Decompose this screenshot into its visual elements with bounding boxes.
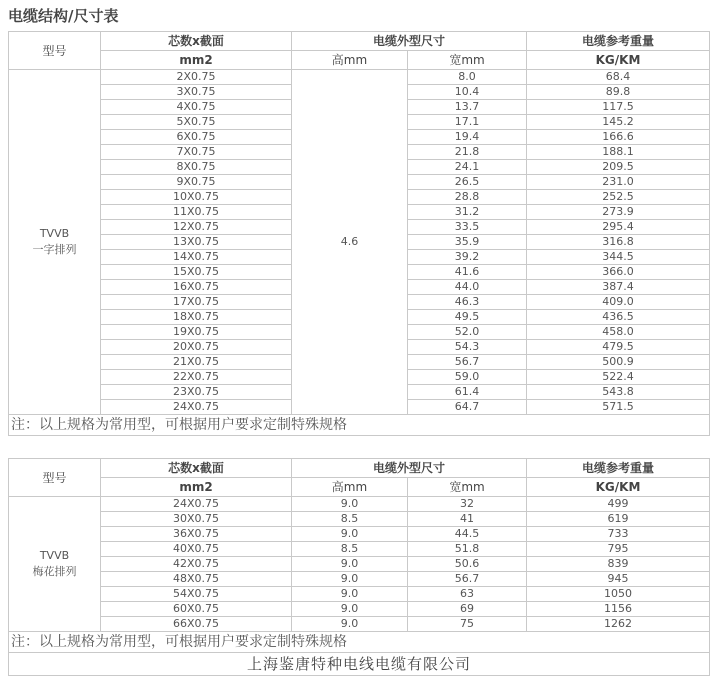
table-row — [9, 497, 710, 512]
spec-cell: 3X0.75 — [101, 85, 292, 100]
spec-cell: 48X0.75 — [101, 572, 292, 587]
width-cell: 28.8 — [408, 190, 527, 205]
header-width: 宽mm — [408, 51, 527, 70]
width-cell: 24.1 — [408, 160, 527, 175]
weight-cell: 522.4 — [527, 370, 710, 385]
company-row — [9, 653, 710, 676]
weight-cell: 316.8 — [527, 235, 710, 250]
width-cell: 64.7 — [408, 400, 527, 415]
width-cell: 44.0 — [408, 280, 527, 295]
width-cell: 59.0 — [408, 370, 527, 385]
model-code: TVVB — [39, 549, 70, 562]
width-cell: 61.4 — [408, 385, 527, 400]
spec-cell: 13X0.75 — [101, 235, 292, 250]
width-cell: 39.2 — [408, 250, 527, 265]
header-cores-unit: mm2 — [101, 478, 292, 497]
spec-cell: 10X0.75 — [101, 190, 292, 205]
weight-cell: 1050 — [527, 587, 710, 602]
width-cell: 32 — [408, 497, 527, 512]
width-cell: 69 — [408, 602, 527, 617]
note-row — [9, 632, 710, 653]
header-outer-size: 电缆外型尺寸 — [292, 32, 527, 51]
spec-cell: 20X0.75 — [101, 340, 292, 355]
weight-cell: 295.4 — [527, 220, 710, 235]
spec-cell: 4X0.75 — [101, 100, 292, 115]
spec-cell: 17X0.75 — [101, 295, 292, 310]
weight-cell: 499 — [527, 497, 710, 512]
header-model: 型号 — [9, 459, 101, 497]
header-weight: 电缆参考重量 — [527, 459, 710, 478]
model-cell — [9, 497, 101, 632]
weight-cell: 436.5 — [527, 310, 710, 325]
spec-cell: 8X0.75 — [101, 160, 292, 175]
cable-spec-table-plum — [8, 458, 710, 676]
spec-cell: 11X0.75 — [101, 205, 292, 220]
header-weight-unit: KG/KM — [527, 478, 710, 497]
width-cell: 51.8 — [408, 542, 527, 557]
table-row — [9, 542, 710, 557]
height-cell: 9.0 — [292, 572, 408, 587]
spec-cell: 24X0.75 — [101, 497, 292, 512]
table-row — [9, 587, 710, 602]
height-cell: 9.0 — [292, 587, 408, 602]
header-cores: 芯数x截面 — [101, 32, 292, 51]
header-model: 型号 — [9, 32, 101, 70]
note-row — [9, 415, 710, 436]
width-cell: 50.6 — [408, 557, 527, 572]
spec-cell: 14X0.75 — [101, 250, 292, 265]
spec-cell: 22X0.75 — [101, 370, 292, 385]
spec-cell: 66X0.75 — [101, 617, 292, 632]
model-cell — [9, 70, 101, 415]
weight-cell: 344.5 — [527, 250, 710, 265]
weight-cell: 166.6 — [527, 130, 710, 145]
height-cell: 4.6 — [292, 70, 408, 415]
width-cell: 49.5 — [408, 310, 527, 325]
model-description: 一字排列 — [32, 243, 77, 256]
header-height: 高mm — [292, 478, 408, 497]
header-weight-unit: KG/KM — [527, 51, 710, 70]
spec-cell: 54X0.75 — [101, 587, 292, 602]
header-subrow — [9, 478, 710, 497]
header-cores-unit: mm2 — [101, 51, 292, 70]
width-cell: 31.2 — [408, 205, 527, 220]
header-row — [9, 459, 710, 478]
weight-cell: 209.5 — [527, 160, 710, 175]
spec-cell: 36X0.75 — [101, 527, 292, 542]
page-title: 电缆结构/尺寸表 — [8, 7, 119, 25]
spec-cell: 42X0.75 — [101, 557, 292, 572]
height-cell: 9.0 — [292, 602, 408, 617]
spec-cell: 7X0.75 — [101, 145, 292, 160]
header-weight: 电缆参考重量 — [527, 32, 710, 51]
weight-cell: 733 — [527, 527, 710, 542]
height-cell: 9.0 — [292, 557, 408, 572]
spec-cell: 30X0.75 — [101, 512, 292, 527]
header-width: 宽mm — [408, 478, 527, 497]
table-body — [9, 459, 710, 676]
weight-cell: 479.5 — [527, 340, 710, 355]
width-cell: 44.5 — [408, 527, 527, 542]
weight-cell: 795 — [527, 542, 710, 557]
spec-cell: 5X0.75 — [101, 115, 292, 130]
table-body — [9, 32, 710, 436]
spec-cell: 21X0.75 — [101, 355, 292, 370]
spec-cell: 60X0.75 — [101, 602, 292, 617]
note-text: 注：以上规格为常用型，可根据用户要求定制特殊规格 — [9, 632, 710, 653]
table-row — [9, 557, 710, 572]
table-row — [9, 70, 710, 85]
weight-cell: 571.5 — [527, 400, 710, 415]
width-cell: 56.7 — [408, 355, 527, 370]
width-cell: 41 — [408, 512, 527, 527]
header-row — [9, 32, 710, 51]
table-row — [9, 602, 710, 617]
spec-cell: 19X0.75 — [101, 325, 292, 340]
weight-cell: 68.4 — [527, 70, 710, 85]
width-cell: 13.7 — [408, 100, 527, 115]
spec-cell: 15X0.75 — [101, 265, 292, 280]
weight-cell: 89.8 — [527, 85, 710, 100]
weight-cell: 409.0 — [527, 295, 710, 310]
height-cell: 8.5 — [292, 542, 408, 557]
width-cell: 26.5 — [408, 175, 527, 190]
header-cores: 芯数x截面 — [101, 459, 292, 478]
weight-cell: 1262 — [527, 617, 710, 632]
width-cell: 63 — [408, 587, 527, 602]
width-cell: 52.0 — [408, 325, 527, 340]
weight-cell: 1156 — [527, 602, 710, 617]
width-cell: 75 — [408, 617, 527, 632]
weight-cell: 117.5 — [527, 100, 710, 115]
spec-cell: 2X0.75 — [101, 70, 292, 85]
cable-spec-table-flat — [8, 31, 710, 436]
width-cell: 10.4 — [408, 85, 527, 100]
width-cell: 17.1 — [408, 115, 527, 130]
width-cell: 41.6 — [408, 265, 527, 280]
width-cell: 54.3 — [408, 340, 527, 355]
table-row — [9, 512, 710, 527]
table-row — [9, 527, 710, 542]
width-cell: 35.9 — [408, 235, 527, 250]
header-outer-size: 电缆外型尺寸 — [292, 459, 527, 478]
spec-cell: 24X0.75 — [101, 400, 292, 415]
spec-cell: 40X0.75 — [101, 542, 292, 557]
note-text: 注：以上规格为常用型，可根据用户要求定制特殊规格 — [9, 415, 710, 436]
weight-cell: 366.0 — [527, 265, 710, 280]
weight-cell: 458.0 — [527, 325, 710, 340]
width-cell: 8.0 — [408, 70, 527, 85]
weight-cell: 273.9 — [527, 205, 710, 220]
spec-cell: 6X0.75 — [101, 130, 292, 145]
spec-cell: 16X0.75 — [101, 280, 292, 295]
height-cell: 9.0 — [292, 617, 408, 632]
weight-cell: 252.5 — [527, 190, 710, 205]
height-cell: 9.0 — [292, 497, 408, 512]
table-row — [9, 617, 710, 632]
header-subrow — [9, 51, 710, 70]
table-row — [9, 572, 710, 587]
weight-cell: 188.1 — [527, 145, 710, 160]
model-description: 梅花排列 — [32, 565, 77, 578]
weight-cell: 839 — [527, 557, 710, 572]
width-cell: 19.4 — [408, 130, 527, 145]
weight-cell: 619 — [527, 512, 710, 527]
weight-cell: 145.2 — [527, 115, 710, 130]
weight-cell: 231.0 — [527, 175, 710, 190]
header-height: 高mm — [292, 51, 408, 70]
width-cell: 21.8 — [408, 145, 527, 160]
model-code: TVVB — [39, 227, 70, 240]
width-cell: 33.5 — [408, 220, 527, 235]
spec-cell: 18X0.75 — [101, 310, 292, 325]
width-cell: 56.7 — [408, 572, 527, 587]
weight-cell: 945 — [527, 572, 710, 587]
spec-cell: 23X0.75 — [101, 385, 292, 400]
spec-cell: 12X0.75 — [101, 220, 292, 235]
height-cell: 9.0 — [292, 527, 408, 542]
company-name: 上海鉴唐特种电线电缆有限公司 — [9, 653, 710, 676]
weight-cell: 500.9 — [527, 355, 710, 370]
weight-cell: 543.8 — [527, 385, 710, 400]
height-cell: 8.5 — [292, 512, 408, 527]
spec-cell: 9X0.75 — [101, 175, 292, 190]
width-cell: 46.3 — [408, 295, 527, 310]
weight-cell: 387.4 — [527, 280, 710, 295]
